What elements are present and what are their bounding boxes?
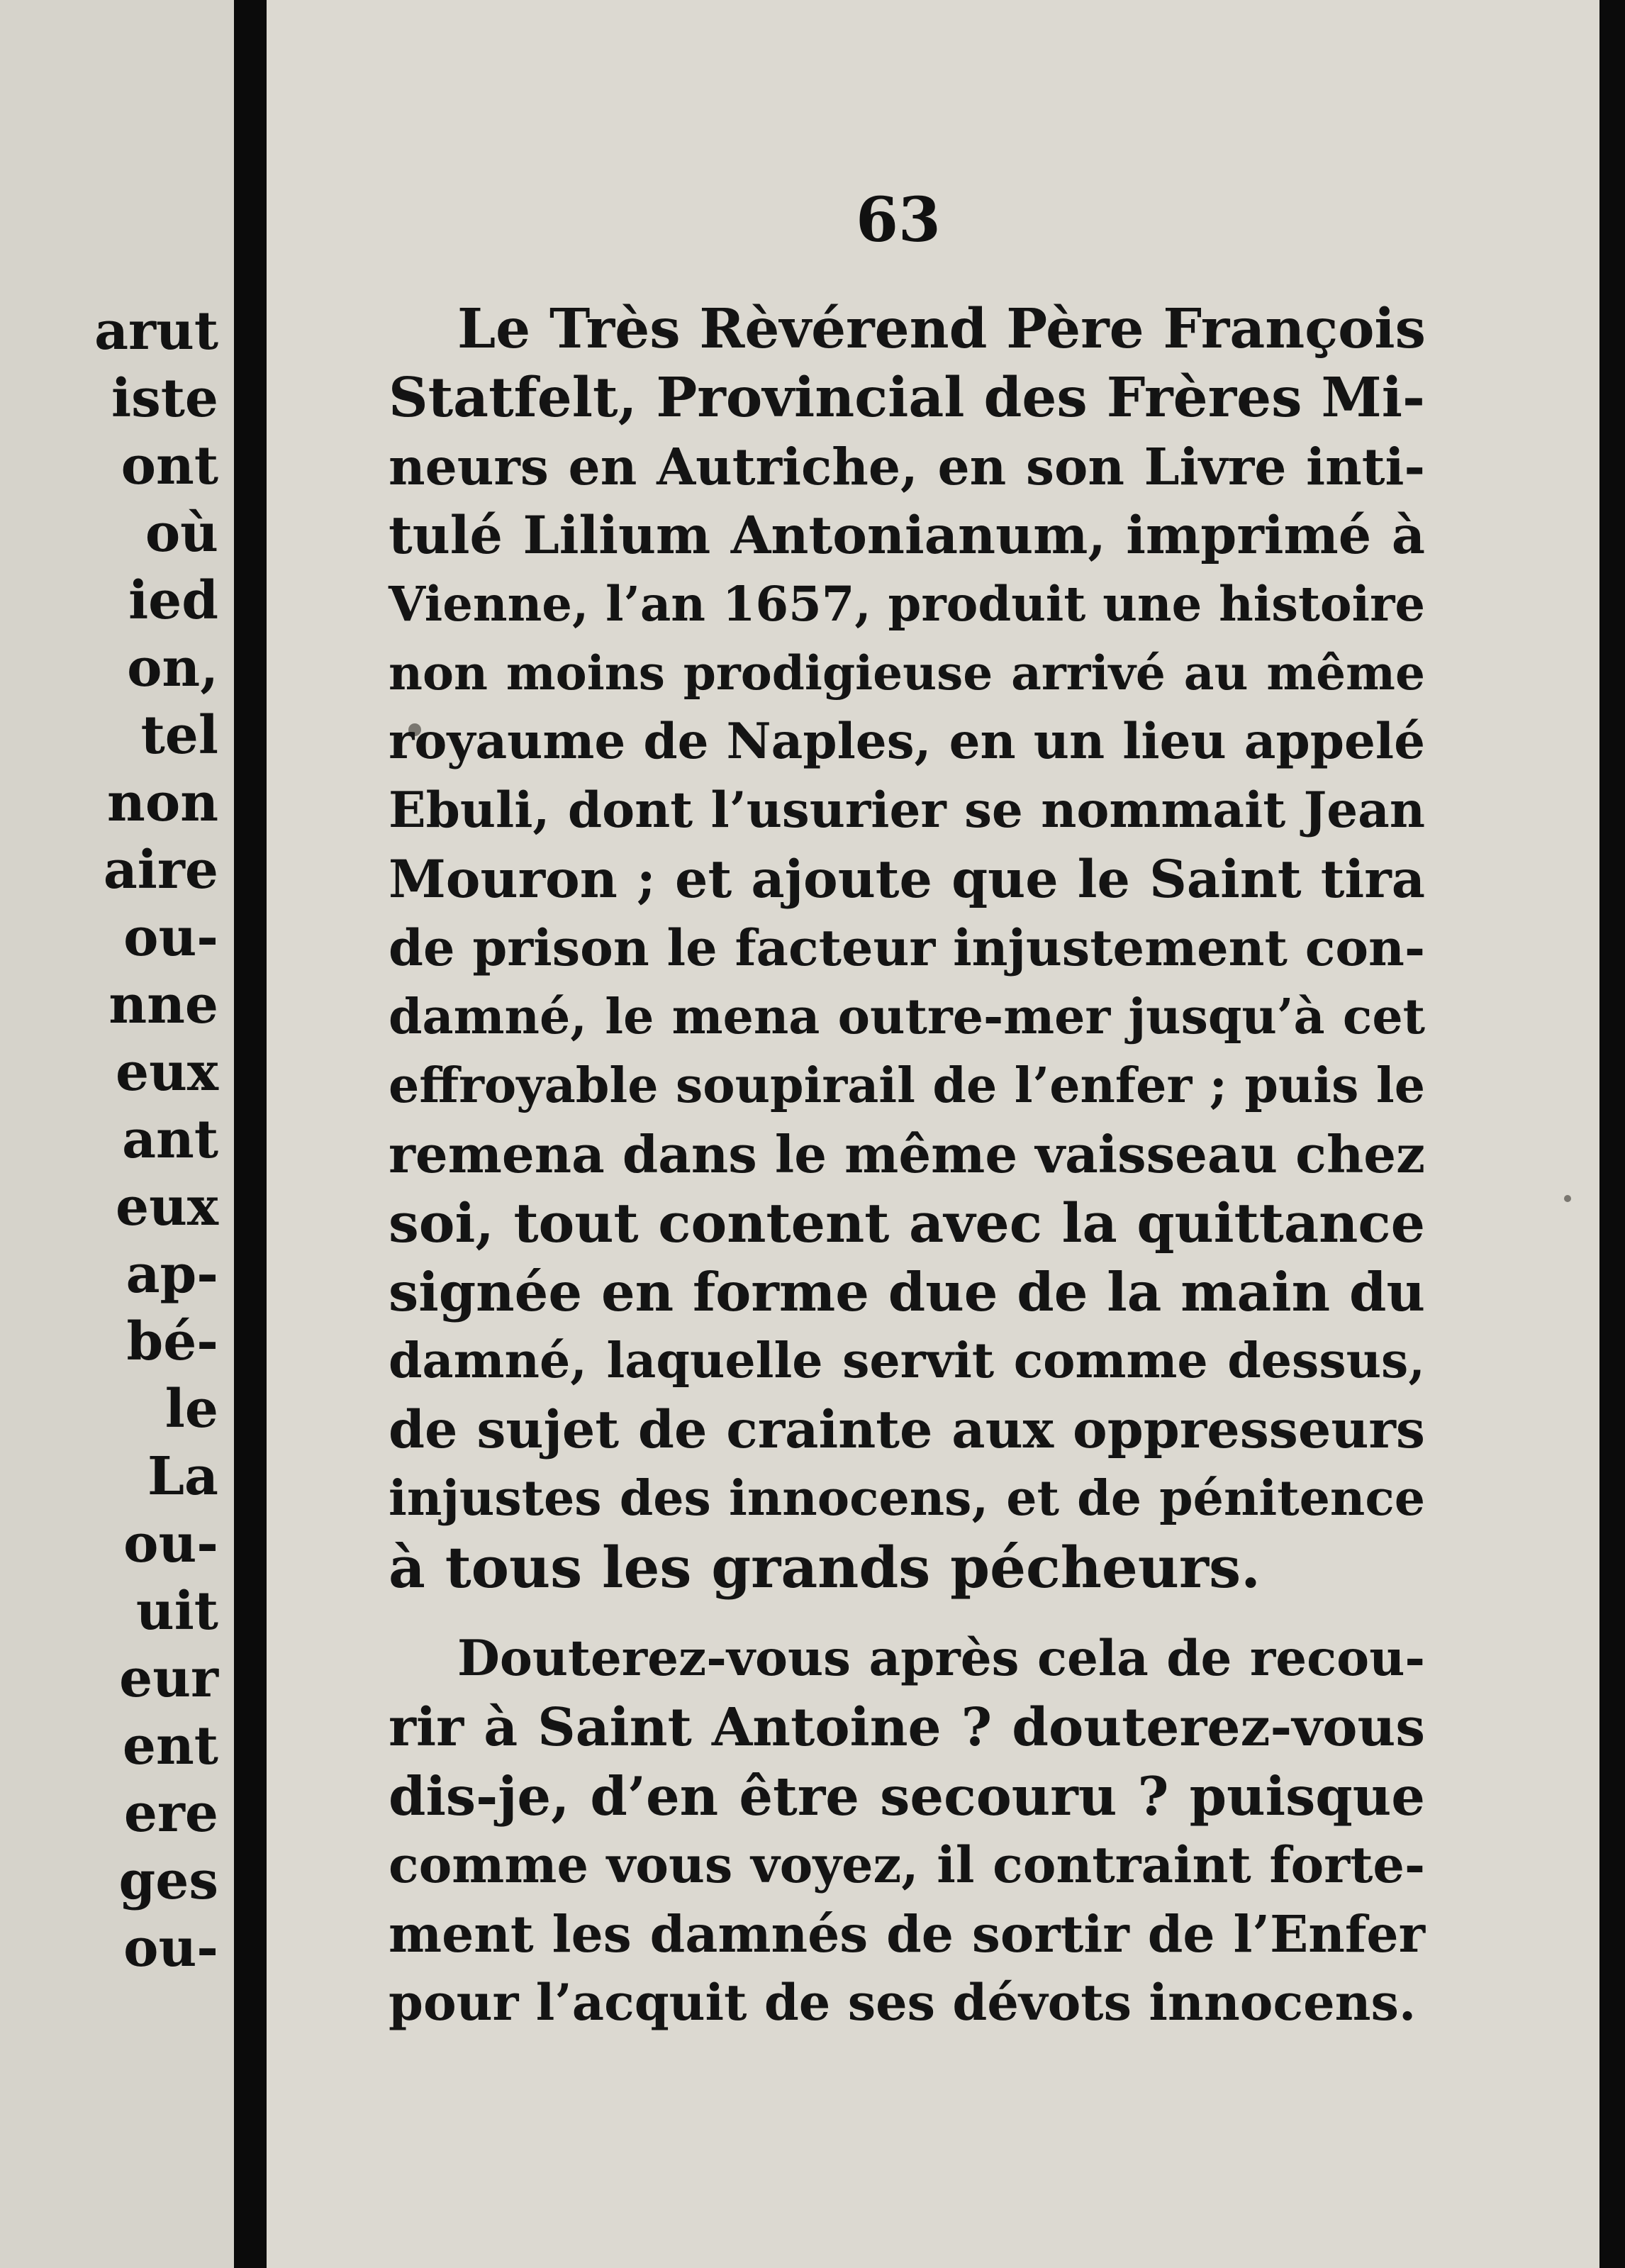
paper-speck: [1564, 1195, 1571, 1202]
body-text-line: Douterez-vous après cela de recou-: [457, 1630, 1425, 1687]
left-page-line: uit: [135, 1581, 218, 1642]
left-page-line: où: [145, 503, 218, 564]
body-text-line: royaume de Naples, en un lieu appelé: [389, 713, 1425, 770]
left-page-line: eur: [119, 1648, 218, 1709]
left-page-line: ont: [121, 435, 218, 496]
left-page-line: eux: [115, 1042, 218, 1103]
left-page-line: ant: [122, 1109, 218, 1170]
previous-page-fragment: [0, 0, 234, 2268]
left-page-line: bé-: [126, 1311, 218, 1372]
body-text-line: de sujet de crainte aux oppresseurs: [389, 1399, 1425, 1460]
body-text-line: à tous les grands pécheurs.: [389, 1534, 1261, 1601]
left-page-line: ou-: [123, 907, 218, 968]
body-text-line: dis-je, d’en être secouru ? puisque: [389, 1765, 1425, 1828]
left-page-line: on,: [127, 638, 218, 699]
body-text-line: effroyable soupirail de l’enfer ; puis le: [389, 1057, 1425, 1114]
body-text-line: pour l’acquit de ses dévots innocens.: [389, 1973, 1417, 2032]
body-text-line: ment les damnés de sortir de l’Enfer: [389, 1904, 1425, 1964]
left-page-line: ges: [118, 1850, 218, 1911]
left-page-line: nne: [108, 974, 218, 1035]
body-text-line: signée en forme due de la main du: [389, 1261, 1425, 1323]
body-text-line: de prison le facteur injustement con-: [389, 918, 1425, 977]
body-text-line: remena dans le même vaisseau chez: [389, 1124, 1425, 1184]
body-text-line: Le Très Rèvérend Père François: [457, 297, 1426, 361]
body-text-line: Vienne, l’an 1657, produit une histoire: [389, 576, 1425, 632]
left-page-line: eux: [115, 1177, 218, 1238]
body-text-line: injustes des innocens, et de pénitence: [389, 1470, 1425, 1527]
left-page-line: non: [107, 772, 218, 833]
left-page-line: le: [164, 1379, 218, 1440]
left-page-line: ou-: [123, 1918, 218, 1979]
body-text-line: non moins prodigieuse arrivé au même: [389, 645, 1425, 701]
left-page-line: La: [147, 1446, 218, 1507]
book-gutter: [234, 0, 267, 2268]
body-text-line: damné, laquelle servit comme dessus,: [389, 1333, 1425, 1389]
body-text-line: comme vous voyez, il contraint forte-: [389, 1835, 1425, 1894]
body-text-line: Ebuli, dont l’usurier se nommait Jean: [389, 782, 1425, 839]
body-text-line: Statfelt, Provincial des Frères Mi-: [389, 366, 1425, 430]
left-page-line: ou-: [123, 1513, 218, 1574]
body-text-line: soi, tout content avec la quittance: [389, 1191, 1425, 1255]
left-page-line: ied: [128, 570, 218, 631]
left-page-line: ere: [123, 1783, 218, 1844]
body-text-line: Mouron ; et ajoute que le Saint tira: [389, 849, 1425, 910]
page-edge: [1599, 0, 1625, 2268]
body-text-line: neurs en Autriche, en son Livre inti-: [389, 437, 1425, 496]
body-text-line: damné, le mena outre-mer jusqu’à cet: [389, 989, 1425, 1045]
left-page-line: iste: [111, 368, 218, 429]
left-page-line: aire: [103, 840, 218, 901]
left-page-line: ent: [122, 1716, 218, 1777]
left-page-line: tel: [140, 705, 218, 766]
body-text-line: rir à Saint Antoine ? douterez-vous: [389, 1697, 1425, 1758]
page-number: 63: [856, 184, 941, 256]
left-page-line: arut: [94, 301, 218, 362]
left-page-line: ap-: [125, 1244, 218, 1305]
body-text-line: tulé Lilium Antonianum, imprimé à: [389, 505, 1425, 566]
